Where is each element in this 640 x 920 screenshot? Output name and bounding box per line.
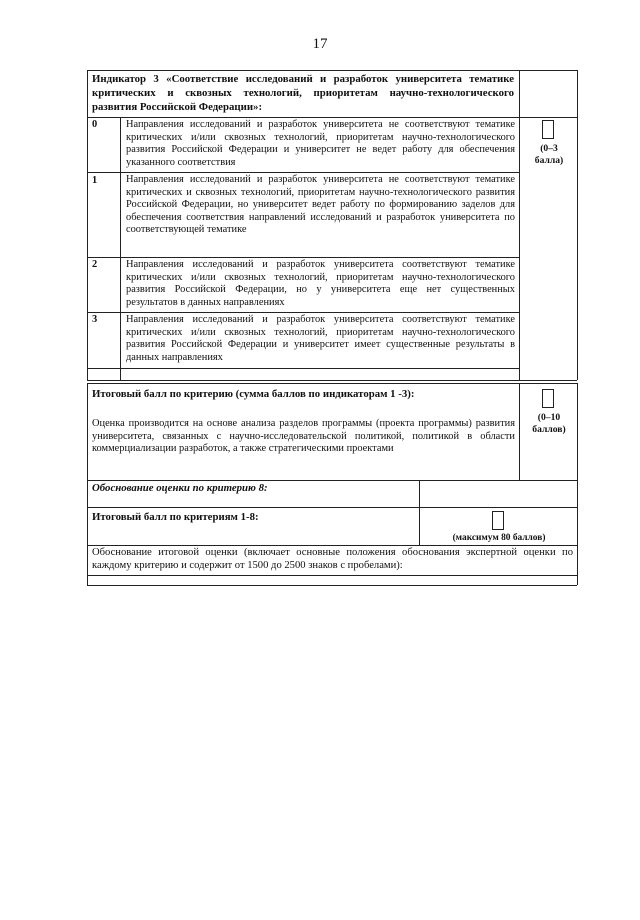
indicator-score-2: 2 (92, 259, 98, 270)
indicator-score-1: 1 (92, 175, 98, 186)
final-justification-field[interactable] (89, 576, 576, 584)
total-max-label: (максимум 80 баллов) (452, 533, 546, 543)
indicator-row-2-text: Направления исследований и разработок университета соответствуют тематике критических и/или сквозных технологий, приоритетам научно-технологического развития Российской Федерации, но у университета еще нет существенных результатов в данных направлениях (126, 259, 515, 308)
justification-8-field[interactable] (421, 482, 575, 505)
criterion-range-label-1: (0–10 (537, 412, 561, 423)
page-number: 17 (312, 36, 328, 52)
total-1-8-title: Итоговый балл по критериям 1-8: (92, 511, 259, 523)
indicator-score-box[interactable] (542, 120, 554, 139)
indicator-row-1-text: Направления исследований и разработок университета не соответствуют тематике критических и сквозных технологий, приоритетам научно-технологического развития Российской Федерации, но университет ведет работу по формированию заделов для обеспечения соответствия направлений исследований и разработок университета по соответствующей тематике (126, 174, 515, 236)
criterion-total-description: Оценка производится на основе анализа разделов программы (проекта программы) развития университета, связанных с научно-исследовательской политикой, политикой в области коммерциализации разработок, а также стратегическими проектами (92, 418, 515, 455)
final-justification-text: Обоснование итоговой оценки (включает основные положения обоснования экспертной оценки по каждому критерию и содержит от 1500 до 2500 знаков с пробелами): (92, 547, 573, 571)
indicator-row-0-text: Направления исследований и разработок университета не соответствуют тематике критических и/или сквозных технологий, приоритетам научно-технологического развития Российской Федерации и университет не ведет работу для обеспечения указанного соответствия (126, 119, 515, 168)
indicator-row-3-text: Направления исследований и разработок университета соответствуют тематике критических и/или сквозных технологий, приоритетам научно-технологического развития Российской Федерации и университет имеет существенные результаты в данных направлениях (126, 314, 515, 363)
criterion-total-title: Итоговый балл по критерию (сумма баллов по индикаторам 1 -3): (92, 388, 415, 400)
indicator-score-0: 0 (92, 119, 98, 130)
indicator-score-3: 3 (92, 314, 98, 325)
justification-8-title: Обоснование оценки по критерию 8: (92, 482, 268, 494)
indicator-range-label-2: балла) (534, 155, 564, 166)
total-score-box[interactable] (492, 511, 504, 530)
criterion-range-label-2: баллов) (532, 424, 566, 435)
criterion-score-box[interactable] (542, 389, 554, 408)
indicator-range-label-1: (0–3 (540, 143, 558, 154)
indicator-title: Индикатор 3 «Соответствие исследований и разработок университета тематике критических и сквозных технологий, приоритетам научно-технологического развития Российской Федерации»: (92, 73, 514, 113)
